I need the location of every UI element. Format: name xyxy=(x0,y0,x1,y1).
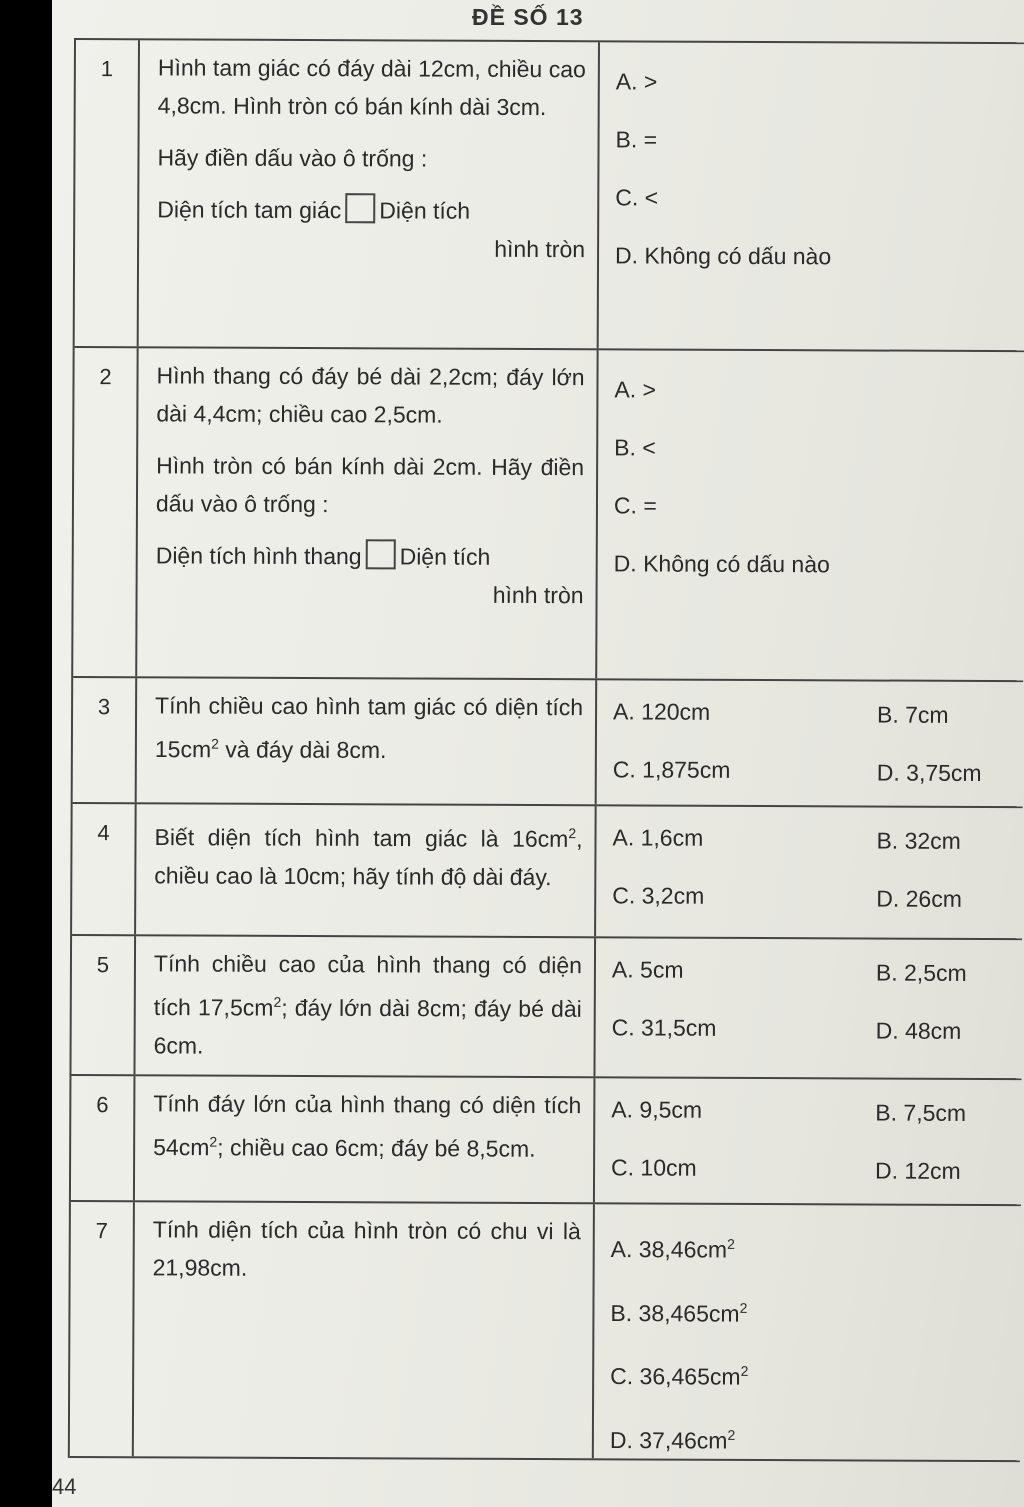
question-text: Tính diện tích của hình tròn có chu vi là 21,98cm. xyxy=(134,1202,595,1458)
worksheet-page xyxy=(52,0,1024,1507)
option-a[interactable]: A. 1,6cm xyxy=(612,824,704,851)
question-number: 5 xyxy=(71,936,136,1074)
question-text: Tính chiều cao hình tam giác có diện tích $15cm^2$ và đáy dài 8cm. xyxy=(137,678,598,804)
answer-box[interactable] xyxy=(345,193,375,223)
answer-options xyxy=(596,806,1023,938)
option-a[interactable]: A. $38,46cm^2$ xyxy=(610,1235,735,1263)
option-a[interactable]: A. 9,5cm xyxy=(611,1096,703,1123)
option-c[interactable]: C. < xyxy=(615,184,659,211)
option-d[interactable]: D. Không có dấu nào xyxy=(613,550,830,578)
option-a[interactable]: A. 120cm xyxy=(613,698,711,725)
option-c[interactable]: C. 31,5cm xyxy=(611,1014,717,1041)
option-c[interactable]: C. $36,465cm^2$ xyxy=(610,1363,749,1390)
question-number: 6 xyxy=(71,1076,136,1200)
answer-options xyxy=(597,680,1024,806)
option-d[interactable]: D. Không có dấu nào xyxy=(615,242,832,270)
option-b[interactable]: B. = xyxy=(615,126,658,153)
question-text: Hình tam giác có đáy dài 12cm, chiều cao 4,8cm. Hình tròn có bán kính dài 3cm. Hãy điền dấu vào ô trống : Diện tích tam giác Diện tích hình tròn xyxy=(139,40,600,348)
page-title: ĐỀ SỐ 13 xyxy=(472,4,584,30)
question-text: Biết diện tích hình tam giác là $16cm^2$, chiều cao là 10cm; hãy tính độ dài đáy. xyxy=(136,804,597,936)
option-b[interactable]: B. 32cm xyxy=(876,827,961,854)
option-b[interactable]: B. 2,5cm xyxy=(875,959,967,986)
question-row xyxy=(71,936,1022,1080)
question-row xyxy=(73,678,1024,808)
question-text: Hình thang có đáy bé dài 2,2cm; đáy lớn dài 4,4cm; chiều cao 2,5cm. Hình tròn có bán kính dài 2cm. Hãy điền dấu vào ô trống : Diện tích hình thang Diện tích hình tròn xyxy=(137,348,598,678)
option-b[interactable]: B. < xyxy=(614,434,656,461)
question-number: 2 xyxy=(73,348,138,676)
option-d[interactable]: D. 3,75cm xyxy=(876,759,982,786)
question-row xyxy=(71,1076,1022,1206)
answer-options xyxy=(594,1204,1021,1460)
option-c[interactable]: C. 3,2cm xyxy=(612,882,705,909)
question-number: 3 xyxy=(73,678,138,802)
option-b[interactable]: B. 7cm xyxy=(876,701,949,728)
question-text: Tính chiều cao của hình thang có diện tích $17,5cm^2$; đáy lớn dài 8cm; đáy bé dài 6cm. xyxy=(135,936,596,1076)
option-a[interactable]: A. 5cm xyxy=(611,956,684,983)
question-text: Tính đáy lớn của hình thang có diện tích $54cm^2$; chiều cao 6cm; đáy bé 8,5cm. xyxy=(135,1076,596,1202)
answer-options xyxy=(597,350,1024,680)
option-c[interactable]: C. 10cm xyxy=(611,1154,697,1181)
answer-options xyxy=(595,1078,1022,1204)
option-d[interactable]: D. $37,46cm^2$ xyxy=(609,1426,736,1454)
option-d[interactable]: D. 12cm xyxy=(875,1157,961,1184)
question-row xyxy=(70,1202,1021,1462)
question-row xyxy=(72,804,1023,940)
question-row xyxy=(73,348,1024,682)
answer-options xyxy=(599,42,1024,350)
question-number: 1 xyxy=(75,40,140,346)
question-row xyxy=(75,40,1024,352)
option-c[interactable]: C. 1,875cm xyxy=(612,756,731,783)
option-b[interactable]: B. $38,465cm^2$ xyxy=(610,1299,748,1327)
option-c[interactable]: C. = xyxy=(613,492,657,519)
option-b[interactable]: B. 7,5cm xyxy=(875,1099,967,1126)
option-a[interactable]: A. > xyxy=(614,376,657,403)
answer-options xyxy=(595,938,1022,1078)
option-a[interactable]: A. > xyxy=(615,68,658,95)
question-number: 7 xyxy=(70,1202,135,1456)
page-number: 44 xyxy=(52,1474,77,1499)
answer-box[interactable] xyxy=(366,539,396,569)
option-d[interactable]: D. 48cm xyxy=(875,1017,962,1044)
option-d[interactable]: D. 26cm xyxy=(876,885,962,912)
question-table xyxy=(68,38,1024,1462)
question-number: 4 xyxy=(72,804,137,934)
